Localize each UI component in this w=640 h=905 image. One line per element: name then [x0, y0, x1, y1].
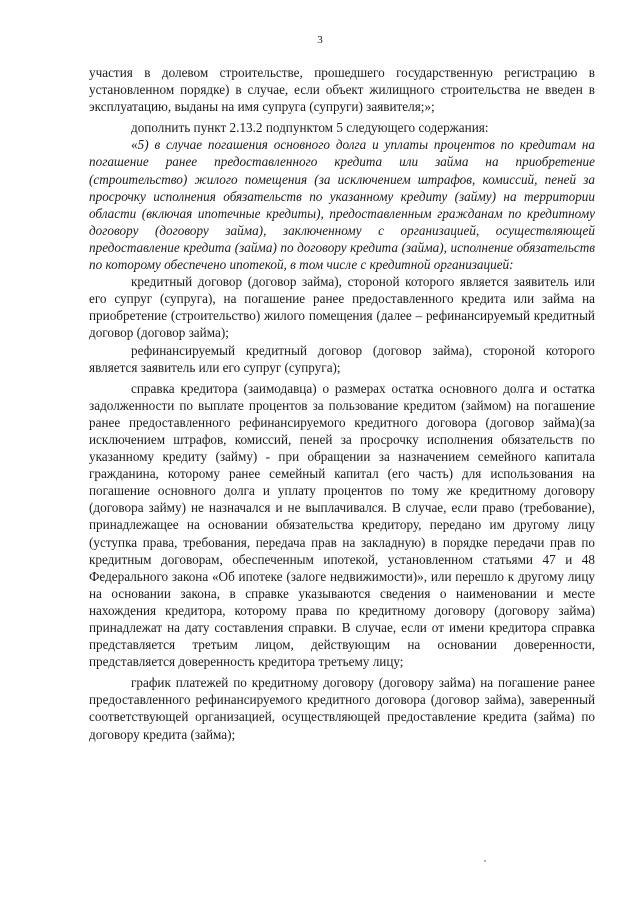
scan-speck — [484, 860, 486, 862]
document-body — [89, 64, 595, 743]
page-number: 3 — [317, 34, 323, 46]
paragraph-subclause-5 — [89, 136, 595, 273]
open-quote: « — [131, 137, 138, 153]
paragraph-amendment-intro: дополнить пункт 2.13.2 подпунктом 5 следующего содержания: — [131, 120, 489, 136]
paragraph-continuation: участия в долевом строительстве, прошедшего государственную регистрацию в установленном порядке) в случае, если объект жилищного строительства не введен в эксплуатацию, выданы на имя супруга (супруги) заявителя;»; — [89, 65, 595, 115]
paragraph-credit-agreement: кредитный договор (договор займа), стороной которого является заявитель или его супруг (супруга), на погашение ранее предоставленного кредита или займа на приобретение (строительство) жилого помещения (далее – рефинансируемый кредитный договор (договор займа); — [89, 274, 595, 341]
paragraph-refinanced-agreement: рефинансируемый кредитный договор (договор займа), стороной которого является заявитель или его супруг (супруга); — [89, 342, 595, 375]
subclause-5-italic-text: 5) в случае погашения основного долга и уплаты процентов по кредитам на погашение ранее предоставленного кредита или займа на приобретение (строительство) жилого помещения (за исключением штрафов, комиссий, пеней за просрочку исполнения обязательств по указанному кредиту (займу) на территории области (включая ипотечные кредиты), предоставленным гражданам по кредитному договору (договору займа), заключенному с организацией, осуществляющей предоставление кредита (займа) по договору кредита (займа), исполнение обязательств по которому обеспечено ипотекой, в том числе с кредитной организацией: — [89, 137, 595, 273]
paragraph-creditor-certificate: справка кредитора (заимодавца) о размерах остатка основного долга и остатка задолженности по выплате процентов за пользование кредитом (займом) на погашение ранее предоставленного рефинансируемого кредитного договора (договор займа)(за исключением штрафов, комиссий, пеней за просрочку исполнения обязательств по указанному кредиту (займу) - при обращении за назначением семейного капитала гражданина, которому ранее семейный капитал (его часть) для использования на погашение основного долга и уплату процентов по тому же кредитному договору (договора займу) не назначался и не выплачивался. В случае, если право (требование), принадлежащее на основании обязательства кредитору, передано им другому лицу (уступка права, требования, передача прав на закладную) в порядке передачи прав по кредитным договорам, обеспеченным ипотекой, установленном статьями 47 и 48 Федерального закона «Об ипотеке (залоге недвижимости)», или перешло к другому лицу на основании закона, в справке указываются сведения о наименовании и месте нахождения кредитора, которому права по кредитному договору (договору займа) принадлежат на дату составления справки. В случае, если от имени кредитора справка представляется третьим лицом, действующим на основании доверенности, представляется доверенность кредитора третьему лицу; — [89, 380, 595, 670]
paragraph-payment-schedule: график платежей по кредитному договору (договору займа) на погашение ранее предоставленного рефинансируемого кредитного договора (договор займа), заверенный соответствующей организацией, осуществляющей предоставление кредита (займа) по договору кредита (займа); — [89, 675, 595, 742]
